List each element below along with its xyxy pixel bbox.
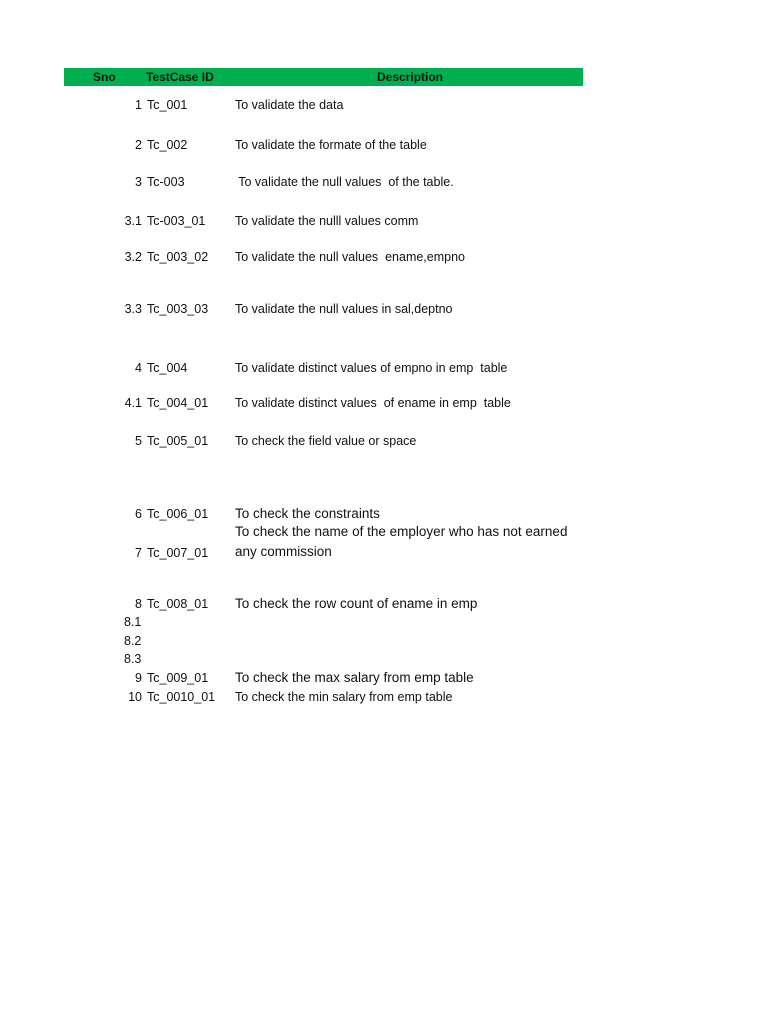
row-testcase-id: Tc_0010_01 bbox=[147, 690, 216, 704]
row-testcase-id: Tc-003_01 bbox=[147, 214, 206, 228]
row-testcase-id: Tc_004 bbox=[147, 361, 188, 375]
row-sno: 5 bbox=[135, 434, 142, 448]
row-sno: 4.1 bbox=[124, 396, 142, 410]
row-sno: 7 bbox=[135, 546, 142, 560]
row-description: To validate distinct values of empno in emp table bbox=[235, 361, 508, 375]
row-sno: 3.1 bbox=[124, 214, 142, 228]
row-sno: 1 bbox=[135, 98, 142, 112]
row-sno: 3.3 bbox=[124, 302, 142, 316]
row-description: To check the min salary from emp table bbox=[235, 690, 453, 704]
row-testcase-id: Tc_004_01 bbox=[147, 396, 209, 410]
header-testcase-id: TestCase ID bbox=[146, 70, 214, 84]
row-description: To check the max salary from emp table bbox=[235, 670, 474, 685]
row-description: To check the constraints bbox=[235, 506, 380, 521]
row-sno: 2 bbox=[135, 138, 142, 152]
row-sno: 4 bbox=[135, 361, 142, 375]
row-description: To validate distinct values of ename in emp table bbox=[235, 396, 511, 410]
row-testcase-id: Tc_002 bbox=[147, 138, 188, 152]
row-description: To check the field value or space bbox=[235, 434, 417, 448]
row-testcase-id: Tc_003_02 bbox=[147, 250, 209, 264]
row-description: To validate the null values in sal,deptno bbox=[235, 302, 453, 316]
row-description: To validate the null values of the table. bbox=[235, 175, 454, 189]
row-description-line1: To check the name of the employer who has not earned bbox=[235, 524, 568, 539]
header-description: Description bbox=[377, 70, 444, 84]
header-sno: Sno bbox=[93, 70, 116, 84]
row-testcase-id: Tc-003 bbox=[147, 175, 185, 189]
row-sno: 8 bbox=[135, 597, 142, 611]
row-description: To validate the formate of the table bbox=[235, 138, 427, 152]
row-sno: 3.2 bbox=[124, 250, 142, 264]
row-testcase-id: Tc_006_01 bbox=[147, 507, 209, 521]
row-sno: 9 bbox=[135, 671, 142, 685]
table-header-row bbox=[64, 68, 583, 86]
row-testcase-id: Tc_008_01 bbox=[147, 597, 209, 611]
row-testcase-id: Tc_001 bbox=[147, 98, 188, 112]
row-sno: 8.1 bbox=[124, 615, 142, 629]
row-description: To validate the nulll values comm bbox=[235, 214, 419, 228]
row-sno: 10 bbox=[128, 690, 142, 704]
row-description-line2: any commission bbox=[235, 544, 332, 559]
row-description: To validate the data bbox=[235, 98, 344, 112]
row-description: To check the row count of ename in emp bbox=[235, 596, 478, 611]
row-sno: 8.2 bbox=[124, 634, 142, 648]
row-sno: 8.3 bbox=[124, 652, 142, 666]
row-testcase-id: Tc_007_01 bbox=[147, 546, 209, 560]
row-sno: 6 bbox=[135, 507, 142, 521]
row-sno: 3 bbox=[135, 175, 142, 189]
row-testcase-id: Tc_009_01 bbox=[147, 671, 209, 685]
row-testcase-id: Tc_005_01 bbox=[147, 434, 209, 448]
row-testcase-id: Tc_003_03 bbox=[147, 302, 209, 316]
row-description: To validate the null values ename,empno bbox=[235, 250, 466, 264]
